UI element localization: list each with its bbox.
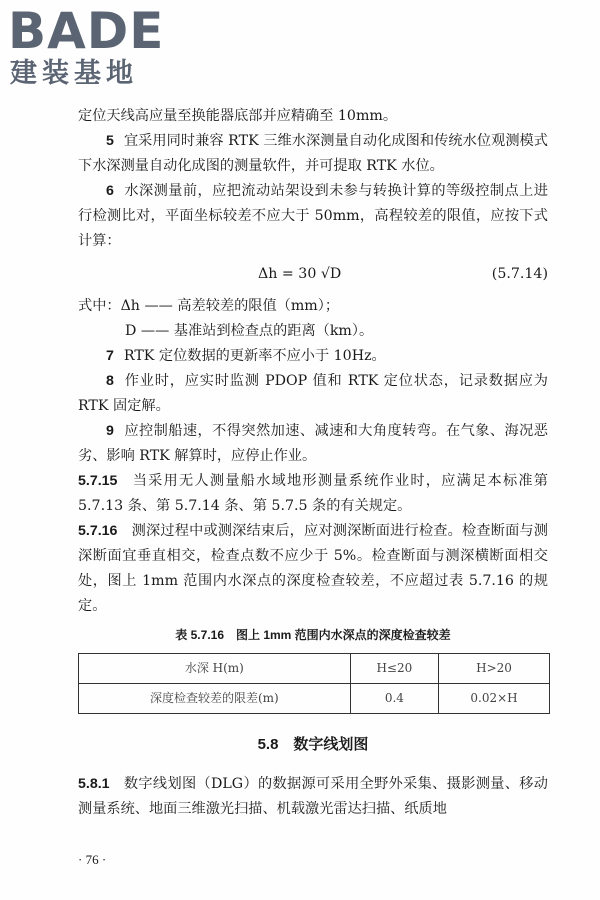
item-text: 水深测量前，应把流动站架设到未参与转换计算的等级控制点上进行检测比对，平面坐标较差不应大于 50mm，高程较差的限值，应按下式计算： <box>78 183 548 249</box>
table-title: 表 5.7.16 图上 1mm 范围内水深点的深度检查较差 <box>175 628 451 642</box>
logo <box>8 2 178 89</box>
item-number: 8 <box>106 373 114 389</box>
item-text: 宜采用同时兼容 RTK 三维水深测量自动化成图和传统水位观测模式下水深测量自动化成图的测量软件，并可提取 RTK 水位。 <box>78 133 548 174</box>
formula <box>78 254 548 294</box>
clause-number: 5.7.16 <box>78 523 118 539</box>
list-item-9 <box>78 419 548 469</box>
item-number: 5 <box>106 133 114 149</box>
list-item-8 <box>78 369 548 419</box>
formula-expression: Δh = 30 √D <box>258 266 342 282</box>
formula-number: (5.7.14) <box>491 266 548 282</box>
document-body <box>78 104 548 822</box>
clause-5-8-1 <box>78 772 548 822</box>
page-number: · 76 · <box>78 852 107 867</box>
item-number: 6 <box>106 183 114 199</box>
clause-5-7-16 <box>78 519 548 619</box>
clause-text: 数字线划图（DLG）的数据源可采用全野外采集、摄影测量、移动测量系统、地面三维激光扫描、机载激光雷达扫描、纸质地 <box>78 776 548 817</box>
item-number: 9 <box>106 423 114 439</box>
clause-5-7-15 <box>78 469 548 519</box>
item-number: 7 <box>106 348 114 364</box>
table-cell: H≤20 <box>350 654 438 684</box>
table-cell: H>20 <box>439 654 550 684</box>
item-text: 作业时，应实时监测 PDOP 值和 RTK 定位状态，记录数据应为 RTK 固定解。 <box>78 373 548 414</box>
section-heading: 5.8 数字线划图 <box>257 736 369 753</box>
clause-text: 测深过程中或测深结束后，应对测深断面进行检查。检查断面与测深断面宜垂直相交，检查点数不应少于 5%。检查断面与测深横断面相交处，图上 1mm 范围内水深点的深度检查较差，不应超过表 5.7.16 的规定。 <box>78 523 548 614</box>
item-text: RTK 定位数据的更新率不应小于 10Hz。 <box>123 348 386 364</box>
table-cell: 0.4 <box>350 684 438 714</box>
table-cell: 0.02×H <box>439 684 550 714</box>
list-item-6 <box>78 179 548 254</box>
table-row <box>79 654 550 684</box>
paragraph-continuation: 定位天线高应量至换能器底部并应精确至 10mm。 <box>78 108 398 124</box>
where-line-1: 式中：Δh —— 高差较差的限值（mm）； <box>78 298 340 314</box>
clause-number: 5.8.1 <box>78 776 110 792</box>
logo-subtitle: 建装基地 <box>10 58 138 89</box>
list-item-5 <box>78 129 548 179</box>
depth-check-table <box>78 653 550 714</box>
logo-wordmark: BADE <box>8 2 165 60</box>
table-cell: 深度检查较差的限差(m) <box>79 684 351 714</box>
item-text: 应控制船速，不得突然加速、减速和大角度转弯。在气象、海况恶劣、影响 RTK 解算时，应停止作业。 <box>78 423 548 464</box>
list-item-7 <box>78 344 548 369</box>
table-row <box>79 684 550 714</box>
where-line-2: D —— 基准站到检查点的距离（km）。 <box>125 323 374 339</box>
table-cell: 水深 H(m) <box>79 654 351 684</box>
clause-number: 5.7.15 <box>78 473 118 489</box>
clause-text: 当采用无人测量船水域地形测量系统作业时，应满足本标准第 5.7.13 条、第 5.7.14 条、第 5.7.5 条的有关规定。 <box>78 473 548 514</box>
